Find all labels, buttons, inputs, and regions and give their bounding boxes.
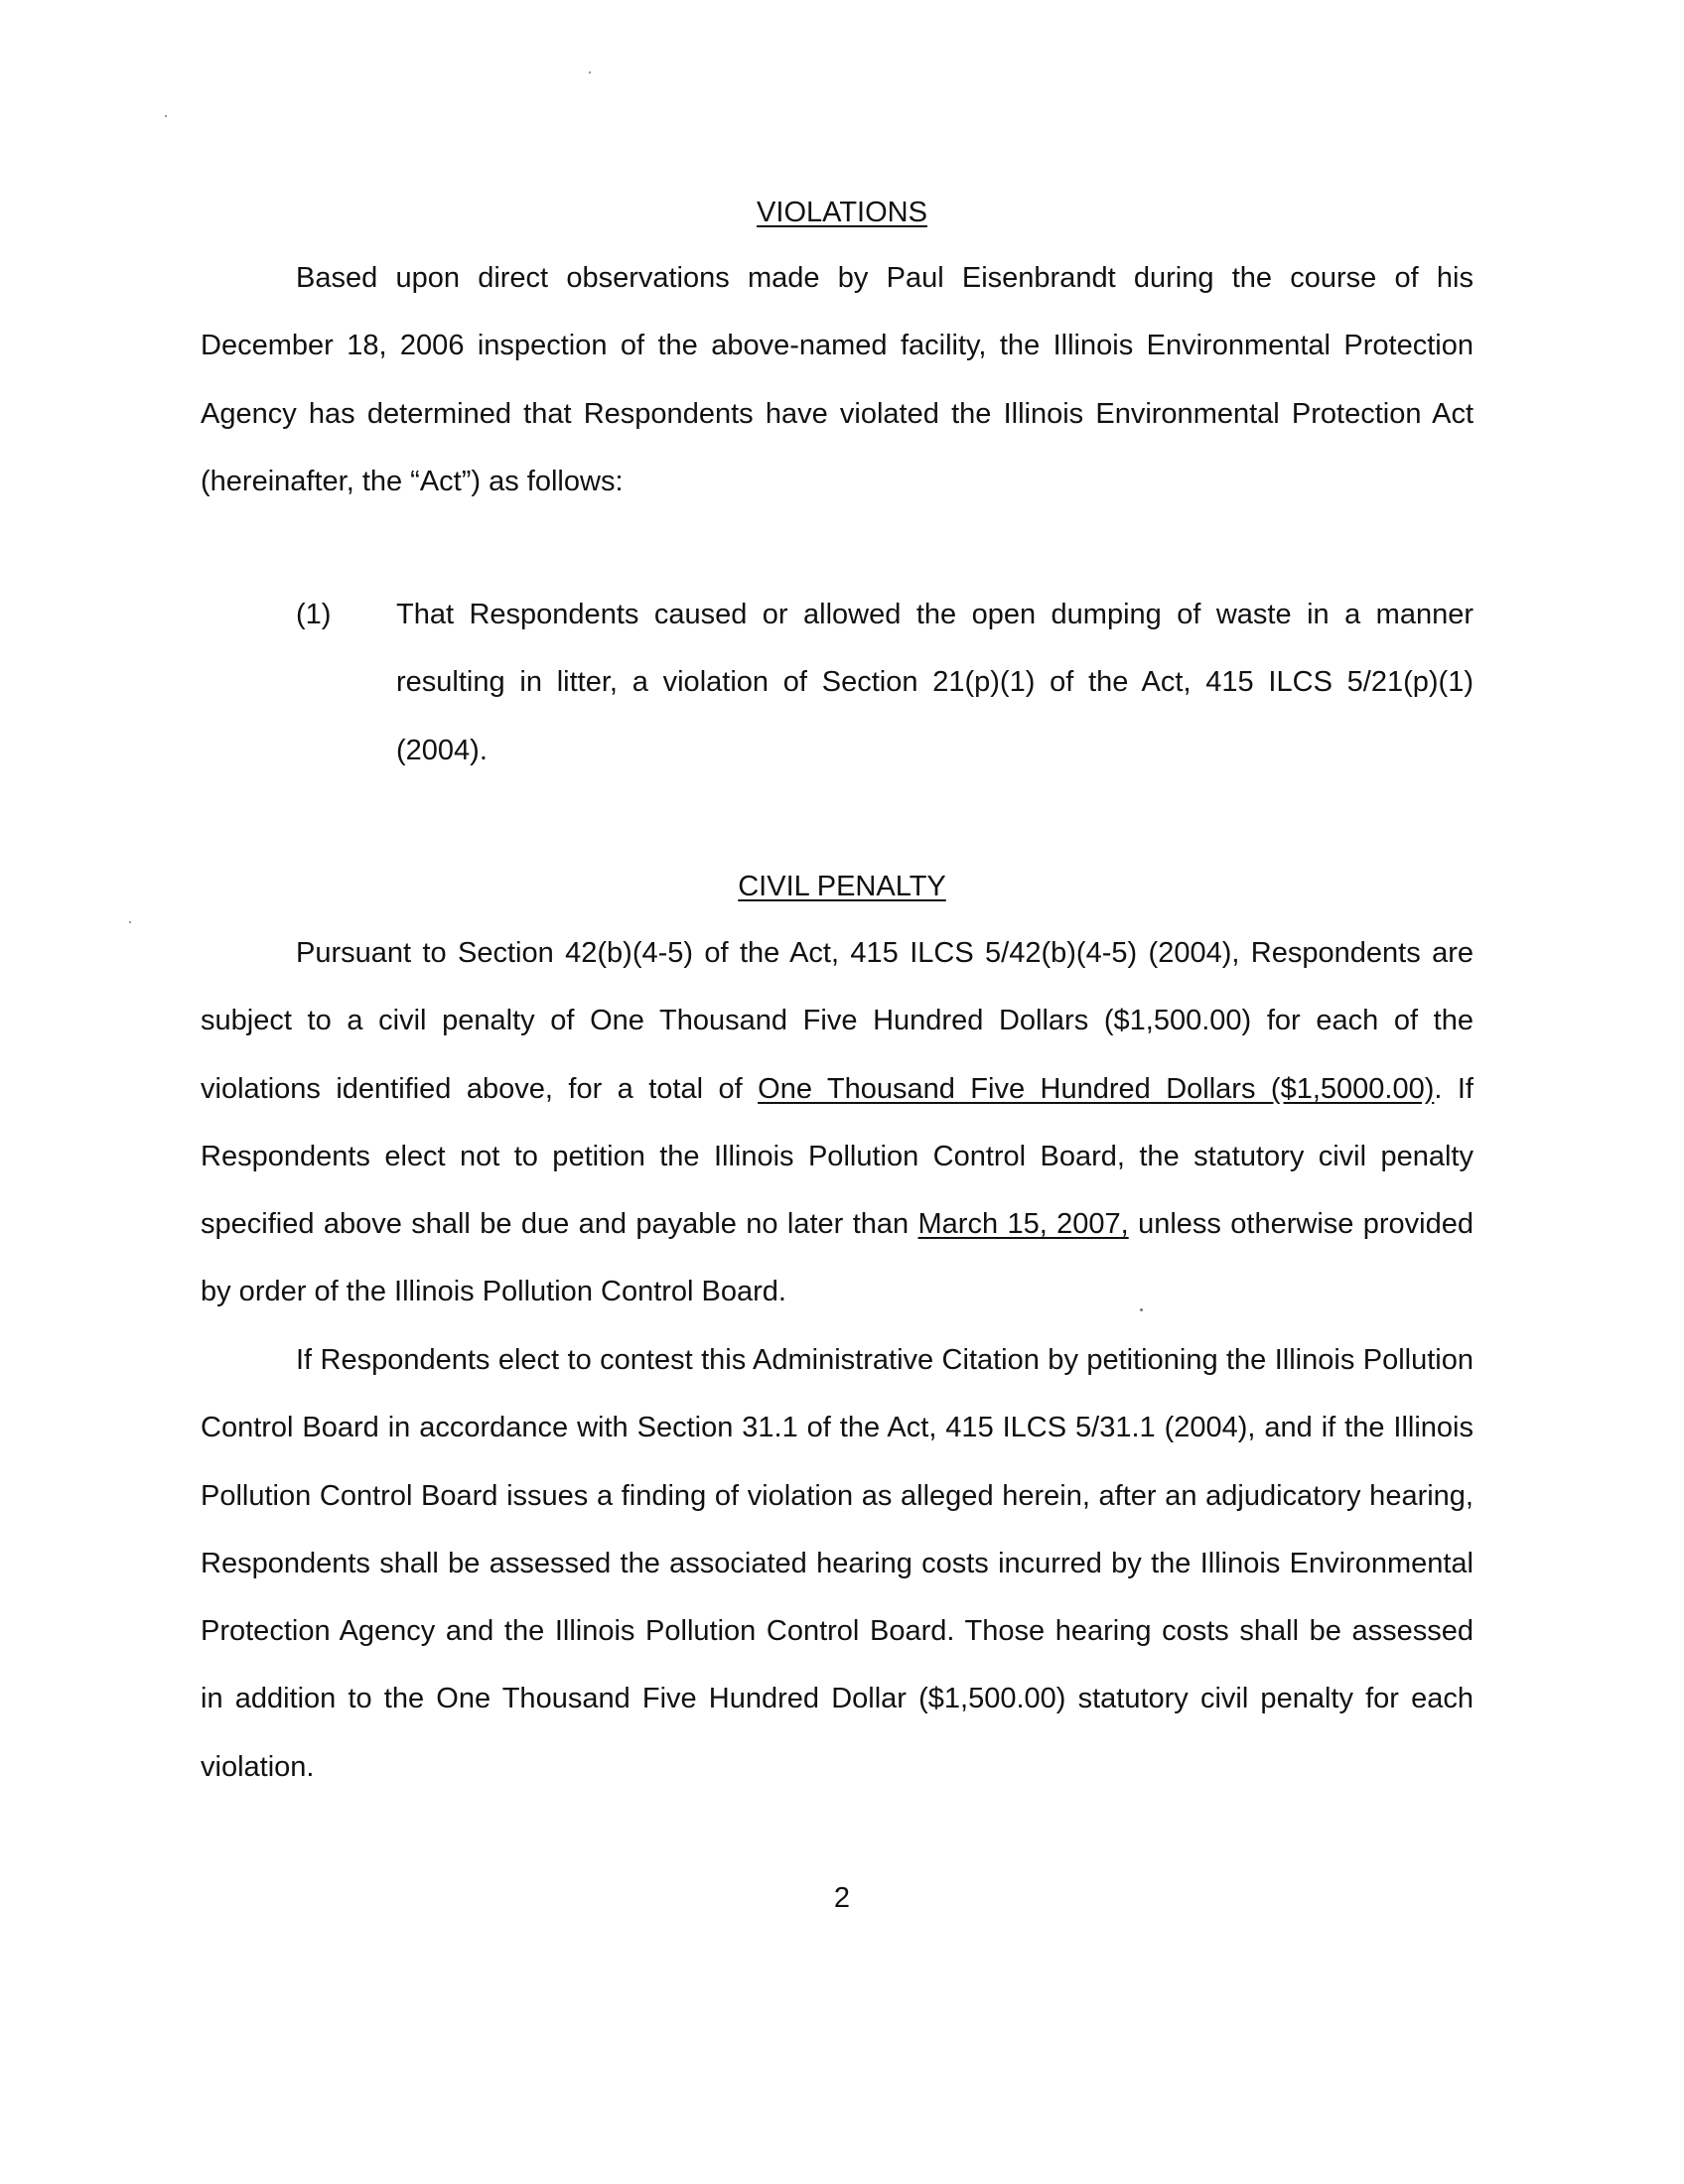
text-line: December 18, 2006 inspection of the above-named facility, the Illinois Environmental Protection: [201, 330, 1474, 362]
violation-item-number: (1): [296, 599, 332, 630]
text-line: (2004).: [396, 734, 488, 766]
civil-penalty-paragraph-1: [201, 919, 1474, 1326]
total-penalty-amount: One Thousand Five Hundred Dollars ($1,5000.00): [758, 1072, 1435, 1105]
text-segment: specified above shall be due and payable no later than: [201, 1208, 918, 1241]
text-line: Respondents shall be assessed the associated hearing costs incurred by the Illinois Environmental: [201, 1547, 1474, 1579]
text-line: Pollution Control Board issues a finding of violation as alleged herein, after an adjudicatory hearing,: [201, 1479, 1474, 1512]
text-line: If Respondents elect to contest this Administrative Citation by petitioning the Illinois Pollution: [296, 1344, 1474, 1376]
text-line: That Respondents caused or allowed the open dumping of waste in a manner: [396, 599, 1474, 630]
violation-item-text: [396, 581, 1474, 784]
text-segment: unless otherwise provided: [1128, 1208, 1474, 1241]
text-line: Control Board in accordance with Section 31.1 of the Act, 415 ILCS 5/31.1 (2004), and if the Illinois: [201, 1412, 1474, 1444]
text-line: [201, 1055, 1474, 1123]
text-line: resulting in litter, a violation of Section 21(p)(1) of the Act, 415 ILCS 5/21(p)(1): [396, 666, 1474, 699]
violations-intro-paragraph: [201, 244, 1474, 515]
text-segment: . If: [1434, 1072, 1474, 1105]
text-segment: violations identified above, for a total of: [201, 1072, 759, 1105]
civil-penalty-paragraph-2: [201, 1326, 1474, 1801]
text-line: by order of the Illinois Pollution Control Board.: [201, 1276, 786, 1308]
text-line: (hereinafter, the “Act”) as follows:: [201, 465, 624, 497]
scan-speck: [165, 115, 167, 117]
text-line: Agency has determined that Respondents have violated the Illinois Environmental Protection Act: [201, 397, 1474, 430]
text-line: Respondents elect not to petition the Illinois Pollution Control Board, the statutory civil penalty: [201, 1140, 1474, 1172]
text-line: subject to a civil penalty of One Thousand Five Hundred Dollars ($1,500.00) for each of the: [201, 1005, 1474, 1037]
text-line: Pursuant to Section 42(b)(4-5) of the Act, 415 ILCS 5/42(b)(4-5) (2004), Respondents are: [296, 937, 1474, 969]
due-date: March 15, 2007,: [917, 1208, 1129, 1241]
civil-penalty-heading: CIVIL PENALTY: [738, 871, 946, 902]
text-line: [201, 1190, 1474, 1258]
text-line: violation.: [201, 1750, 315, 1783]
text-line: Protection Agency and the Illinois Pollution Control Board. Those hearing costs shall be assessed: [201, 1615, 1474, 1648]
scan-speck: [129, 921, 131, 923]
scan-speck: [589, 71, 591, 73]
page-number: 2: [833, 1882, 851, 1914]
text-line: Based upon direct observations made by Paul Eisenbrandt during the course of his: [296, 262, 1474, 294]
text-line: in addition to the One Thousand Five Hundred Dollar ($1,500.00) statutory civil penalty for each: [201, 1683, 1474, 1715]
violations-heading: VIOLATIONS: [757, 197, 927, 228]
